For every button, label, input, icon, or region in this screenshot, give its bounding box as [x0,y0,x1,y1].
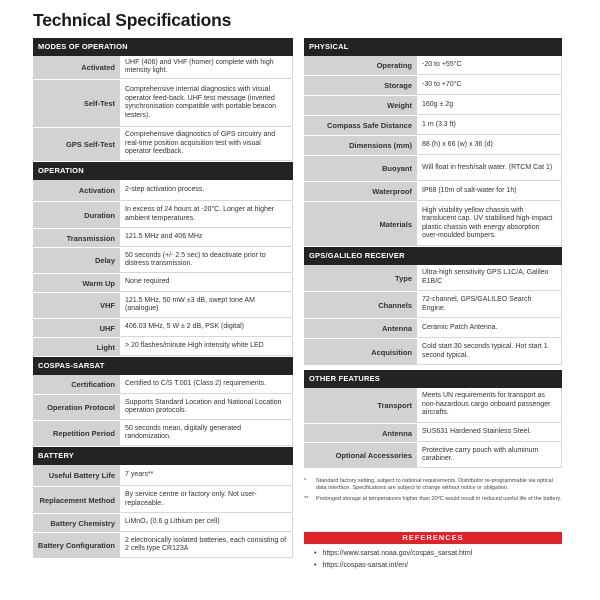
spec-value: 121.5 MHz and 406 MHz [120,229,293,247]
spec-row [304,96,562,116]
spec-label: Light [33,338,120,356]
right-column [304,38,562,469]
spec-label: Warm Up [33,274,120,292]
spec-row [304,319,562,339]
spec-value: High visibility yellow chassis with translucent cap. UV stabilised high-impact plastic chassis with energy absorption over-moulded bumpers. [417,202,562,246]
spec-label: Compass Safe Distance [304,116,417,135]
spec-label: Antenna [304,319,417,338]
spec-row [33,293,293,319]
spec-value: By service centre or factory only. Not user-replaceable. [120,487,293,513]
references-list [314,548,472,572]
spec-label: Type [304,265,417,291]
spec-value: 88 (h) x 66 (w) x 36 (d) [417,136,562,155]
spec-label: Materials [304,202,417,246]
spec-label: Transport [304,388,417,423]
spec-value: Ultra-high sensitivity GPS L1C/A, Galileo E1B/C [417,265,562,291]
spec-label: Operating [304,56,417,75]
spec-label: GPS Self-Test [33,128,120,161]
spec-value: Will float in fresh/salt water. (RTCM Cat 1) [417,156,562,181]
spec-label: Dimensions (mm) [304,136,417,155]
spec-row [33,465,293,487]
spec-label: Replacement Method [33,487,120,513]
spec-row [33,202,293,229]
spec-value: In excess of 24 hours at -20°C. Longer at higher ambient temperatures. [120,202,293,228]
section-header-cospas: COSPAS-SARSAT [33,357,293,375]
spec-row [304,116,562,136]
spec-label: Buoyant [304,156,417,181]
spec-label: Activated [33,56,120,79]
spec-value: 2-step activation process. [120,180,293,201]
spec-row [33,375,293,395]
spec-value: 1 m (3.3 ft) [417,116,562,135]
spec-row [304,156,562,182]
spec-label: Storage [304,76,417,95]
spec-row [33,487,293,514]
spec-value: UHF (406) and VHF (homer) complete with high intensity light. [120,56,293,79]
section-header-operation: OPERATION [33,162,293,180]
spec-value: 406.03 MHz, 5 W ± 2 dB, PSK (digital) [120,319,293,337]
spec-label: Transmission [33,229,120,247]
spec-label: Activation [33,180,120,201]
spec-label: UHF [33,319,120,337]
spec-row [304,443,562,469]
footnotes [304,478,564,507]
spec-value: 2 electronically isolated batteries, each consisting of 2 cells type CR123A [120,533,293,558]
spec-value: 50 seconds (+/- 2.5 sec) to deactivate prior to distress transmission. [120,248,293,273]
spec-value: 121.5 MHz, 50 mW ±3 dB, swept tone AM (analogue) [120,293,293,318]
footnote-mark: * [304,478,307,484]
spec-value: 50 seconds mean, digitally generated randomization. [120,421,293,446]
spec-value: Supports Standard Location and National Location operation protocols. [120,395,293,420]
spec-value: 7 years** [120,465,293,486]
spec-label: Battery Chemistry [33,514,120,532]
reference-link[interactable]: • https://cospas-sarsat.int/en/ [314,560,472,572]
footnote-text: Standard factory setting, subject to national requirements. Distributor re-programmable via optical data interface. Specifications are subject to change without notice or obligation. [316,478,553,491]
spec-row [304,292,562,319]
spec-row [304,339,562,366]
spec-row [33,514,293,533]
section-header-battery: BATTERY [33,447,293,465]
spec-value: > 20 flashes/minute High intensity white LED [120,338,293,356]
footnote [304,496,564,503]
spec-row [304,136,562,156]
spec-value: 160g ± 2g [417,96,562,115]
references-header: REFERENCES [304,532,562,544]
spec-label: Weight [304,96,417,115]
spec-label: Optional Accessories [304,443,417,468]
spec-value: Protective carry pouch with aluminum carabiner. [417,443,562,468]
spec-value: Meets UN requirements for transport as non-hazardous cargo onboard passenger aircrafts. [417,388,562,423]
spec-label: Delay [33,248,120,273]
footnote-text: Prolonged storage at temperatures higher than 20ºC would result in reduced useful life of the battery. [316,496,562,502]
spec-row [304,182,562,202]
section-header-modes: MODES OF OPERATION [33,38,293,56]
spec-row [33,421,293,447]
spec-label: Acquisition [304,339,417,365]
footnote [304,478,564,492]
spec-value: IP68 (10m of salt-water for 1h) [417,182,562,201]
spec-value: Certified to C/S T.001 (Class 2) requirements. [120,375,293,394]
spec-value: -30 to +70°C [417,76,562,95]
spec-value: -20 to +55°C [417,56,562,75]
page-title: Technical Specifications [33,10,232,30]
left-column [33,38,293,559]
spec-row [304,424,562,443]
spec-row [33,338,293,357]
spec-row [304,76,562,96]
spec-label: Self-Test [33,80,120,127]
spec-row [33,56,293,80]
spec-row [33,80,293,128]
spec-label: Waterproof [304,182,417,201]
spec-value: Comprehensive diagnostics of GPS circuitry and real-time position acquisition test with visual operator feedback. [120,128,293,161]
spec-label: Duration [33,202,120,228]
spec-row [33,319,293,338]
spec-row [304,265,562,292]
spec-value: SUS631 Hardened Stainless Steel. [417,424,562,442]
spec-row [33,128,293,162]
spec-label: Useful Battery Life [33,465,120,486]
spec-row [33,229,293,248]
section-header-gps: GPS/GALILEO RECEIVER [304,247,562,265]
spec-row [33,533,293,559]
spec-label: Repetition Period [33,421,120,446]
spec-value: Cold start 30 seconds typical. Hot start 1 second typical. [417,339,562,365]
section-header-physical: PHYSICAL [304,38,562,56]
spec-row [304,202,562,247]
section-header-other: OTHER FEATURES [304,370,562,388]
spec-value: Comprehensive internal diagnostics with visual operator feed-back. UHF test message (inverted synchronisation compatible with portable beacon testers). [120,80,293,127]
footnote-mark: ** [304,496,309,502]
spec-label: Antenna [304,424,417,442]
spec-row [33,180,293,202]
reference-link[interactable]: • https://www.sarsat.noaa.gov/cospas_sarsat.html [314,548,472,560]
spec-value: 72-channel, GPS/GALILEO Search Engine. [417,292,562,318]
spec-value: Ceramic Patch Antenna. [417,319,562,338]
spec-label: Certification [33,375,120,394]
spec-row [304,388,562,424]
spec-label: Channels [304,292,417,318]
spec-label: Battery Configuration [33,533,120,558]
spec-label: VHF [33,293,120,318]
spec-label: Operation Protocol [33,395,120,420]
spec-value: LiMnO₂ (0.6 g Lithium per cell) [120,514,293,532]
spec-row [33,274,293,293]
spec-row [304,56,562,76]
spec-row [33,248,293,274]
spec-value: None required [120,274,293,292]
spec-row [33,395,293,421]
